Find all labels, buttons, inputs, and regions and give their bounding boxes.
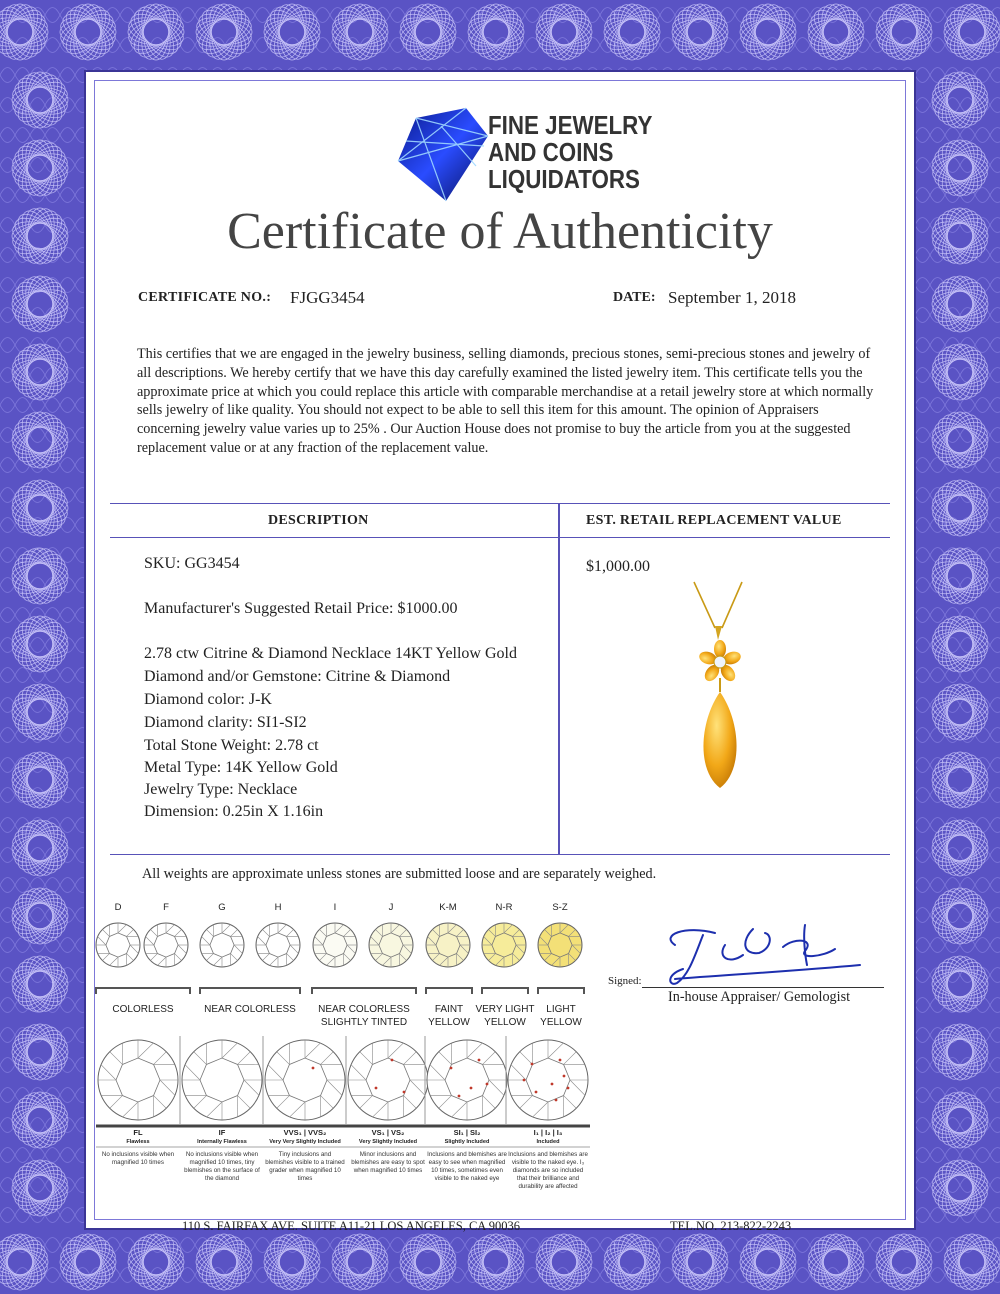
- logo-line: AND COINS: [488, 137, 614, 167]
- clarity-grade-code: IF: [218, 1128, 226, 1137]
- clarity-grade-name: Flawless: [126, 1139, 150, 1145]
- logo-wordmark: [488, 112, 652, 193]
- clarity-grade-code: VS₁ | VS₂: [371, 1128, 405, 1137]
- detail-line: Metal Type: 14K Yellow Gold: [144, 759, 338, 776]
- weights-note: All weights are approximate unless stones are submitted loose and are separately weighed.: [142, 866, 657, 882]
- signature-image: [655, 915, 865, 990]
- color-grade-label: K-M: [439, 902, 457, 913]
- msrp: Manufacturer's Suggested Retail Price: $1000.00: [144, 600, 458, 617]
- clarity-grade-description: Minor inclusions and blemishes are easy to spot when magnified 10 times: [351, 1151, 425, 1174]
- table-header-row: [110, 504, 890, 538]
- color-grade-label: H: [274, 902, 282, 913]
- detail-line: Diamond and/or Gemstone: Citrine & Diamond: [144, 668, 451, 685]
- appraiser-title: In-house Appraiser/ Gemologist: [668, 989, 851, 1005]
- value-header: EST. RETAIL REPLACEMENT VALUE: [586, 513, 842, 528]
- date-label: DATE:: [613, 290, 656, 305]
- clarity-grade-code: FL: [133, 1128, 143, 1137]
- color-category-label: FAINT YELLOW: [428, 1004, 470, 1028]
- date-value: September 1, 2018: [668, 288, 796, 307]
- clarity-grade-description: No inclusions visible when magnified 10 times, tiny blemishes on the surface of the diamond: [184, 1151, 260, 1182]
- clarity-grade-description: Inclusions and blemishes are visible to the naked eye. I₃ diamonds are so included that their brilliance and durability are affected: [508, 1151, 588, 1190]
- signed-label: Signed:: [608, 975, 642, 987]
- logo-line: LIQUIDATORS: [488, 164, 640, 194]
- color-grade-label: F: [163, 902, 169, 913]
- color-category-label: NEAR COLORLESS SLIGHTLY TINTED: [318, 1004, 410, 1028]
- replacement-value: $1,000.00: [586, 558, 650, 575]
- footer-phone: TEL.NO. 213-822-2243: [670, 1219, 792, 1233]
- clarity-grade-name: Internally Flawless: [197, 1139, 247, 1145]
- color-category-label: VERY LIGHT YELLOW: [475, 1004, 535, 1028]
- certificate-number-label: CERTIFICATE NO.:: [138, 290, 272, 305]
- detail-line: Diamond clarity: SI1-SI2: [144, 714, 307, 731]
- clarity-grade-name: Very Very Slightly Included: [269, 1139, 341, 1145]
- clarity-grade-name: Included: [536, 1139, 560, 1145]
- detail-line: Dimension: 0.25in X 1.16in: [144, 803, 324, 820]
- certification-paragraph: This certifies that we are engaged in the jewelry business, selling diamonds, precious stones, semi-precious stones and jewelry of all descriptions. We hereby certify that we have this day carefully examined the listed jewelry item. This certificate tells you the approximate price at which you could replace this article with comparable merchandise at a retail jewelry store at which normally sells jewelry of like quality. You should not expect to be able to sell this item for this amount. The opinion of Appraisers concerning jewelry value varies up to 25% . Our Auction House does not promise to buy the article from you at the suggested replacement value or at any fraction of the replacement value.: [137, 346, 874, 456]
- detail-line: Diamond color: J-K: [144, 691, 272, 708]
- signature-line: [642, 987, 884, 988]
- detail-line: Total Stone Weight: 2.78 ct: [144, 737, 319, 754]
- certificate-number: FJGG3454: [290, 288, 365, 307]
- clarity-grade-name: Slightly Included: [444, 1139, 490, 1145]
- clarity-grade-description: Inclusions and blemishes are easy to see when magnified 10 times, sometimes even visible to the naked eye: [427, 1151, 507, 1182]
- table-divider: [558, 504, 560, 854]
- color-grade-label: G: [218, 902, 226, 913]
- color-category-label: COLORLESS: [112, 1004, 174, 1015]
- clarity-grade-code: I₁ | I₂ | I₃: [533, 1128, 563, 1137]
- detail-line: Jewelry Type: Necklace: [144, 781, 298, 798]
- color-category-label: NEAR COLORLESS: [204, 1004, 296, 1015]
- color-category-label: LIGHT YELLOW: [540, 1004, 582, 1028]
- clarity-grade-code: VVS₁ | VVS₂: [283, 1128, 327, 1137]
- color-grade-label: S-Z: [552, 902, 568, 913]
- detail-line: 2.78 ctw Citrine & Diamond Necklace 14KT Yellow Gold: [144, 645, 517, 662]
- clarity-grade-description: No inclusions visible when magnified 10 times: [101, 1151, 175, 1166]
- clarity-grade-name: Very Slightly Included: [358, 1139, 418, 1145]
- color-grade-label: I: [333, 902, 337, 913]
- necklace-image: [660, 580, 780, 810]
- color-grade-label: D: [114, 902, 122, 913]
- logo-line: FINE JEWELRY: [488, 110, 653, 140]
- sku: SKU: GG3454: [144, 555, 240, 572]
- color-grade-label: N-R: [495, 902, 513, 913]
- description-header: DESCRIPTION: [268, 513, 369, 528]
- color-grade-label: J: [388, 902, 394, 913]
- clarity-grade-code: SI₁ | SI₂: [453, 1128, 481, 1137]
- clarity-grade-description: Tiny inclusions and blemishes visible to a trained grader when magnified 10 times: [265, 1151, 345, 1182]
- page-title: Certificate of Authenticity: [227, 203, 773, 260]
- footer-address: 110 S. FAIRFAX AVE. SUITE A11-21 LOS ANGELES, CA 90036: [182, 1219, 520, 1233]
